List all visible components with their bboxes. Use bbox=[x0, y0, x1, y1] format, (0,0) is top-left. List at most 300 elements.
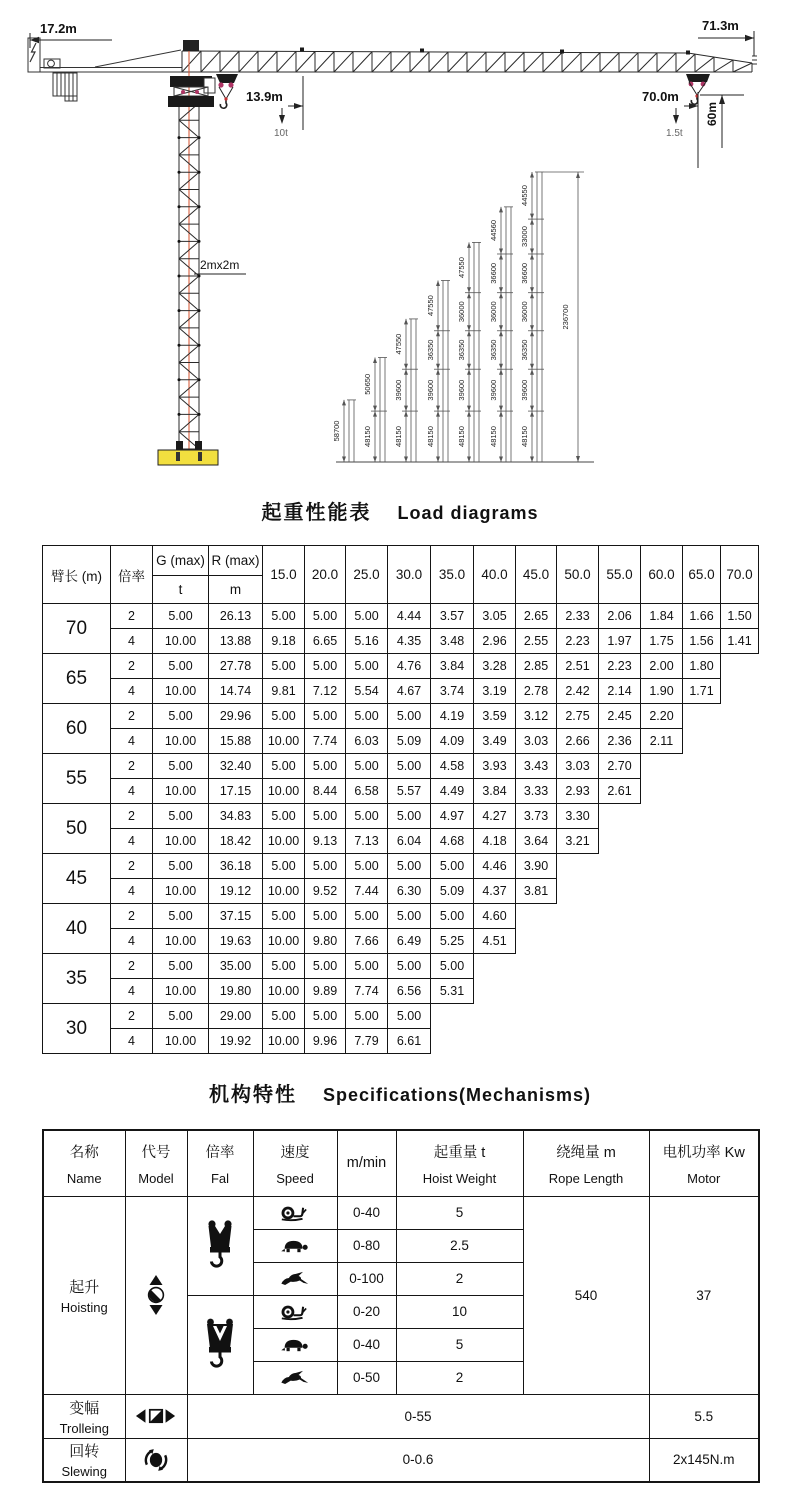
chart-segment-label: 47550 bbox=[394, 333, 403, 355]
speed-range-cell: 0-20 bbox=[337, 1295, 396, 1328]
mech-header-motor bbox=[649, 1130, 759, 1196]
mech-header-mmin bbox=[337, 1130, 396, 1196]
trolley-arrows-icon bbox=[126, 1407, 187, 1425]
chart-segment-label: 58700 bbox=[332, 420, 341, 442]
load-value-cell: 5.00 bbox=[346, 654, 388, 679]
load-value-cell: 5.00 bbox=[263, 854, 305, 879]
load-table-title bbox=[0, 496, 800, 525]
load-value-cell: 4.68 bbox=[431, 829, 474, 854]
crane-drawing-svg bbox=[0, 0, 800, 490]
gmax-cell: 10.00 bbox=[153, 779, 209, 804]
load-value-cell: 7.79 bbox=[346, 1029, 388, 1054]
header-radius: 60.0 bbox=[641, 546, 683, 604]
hoist-weight-cell: 2 bbox=[396, 1361, 523, 1394]
header-zh: 起重量 t bbox=[433, 1144, 486, 1161]
header-fal: 倍率 bbox=[111, 546, 153, 604]
load-value-cell: 5.09 bbox=[388, 729, 431, 754]
load-value-cell: 4.49 bbox=[431, 779, 474, 804]
dimension-arrows bbox=[30, 35, 754, 124]
boom-length-cell: 65 bbox=[43, 654, 111, 704]
load-value-cell: 2.23 bbox=[599, 654, 641, 679]
load-header-row bbox=[43, 546, 759, 576]
load-value-cell: 3.48 bbox=[431, 629, 474, 654]
fal-cell: 4 bbox=[111, 979, 153, 1004]
load-value-cell: 5.00 bbox=[263, 804, 305, 829]
load-value-cell: 2.06 bbox=[599, 604, 641, 629]
slewing-zh: 回转 bbox=[69, 1443, 100, 1461]
chart-column bbox=[332, 400, 356, 462]
header-radius: 65.0 bbox=[683, 546, 721, 604]
load-value-cell: 9.96 bbox=[305, 1029, 346, 1054]
load-value-cell: 5.09 bbox=[431, 879, 474, 904]
counter-jib bbox=[28, 38, 182, 101]
rmax-cell: 19.63 bbox=[209, 929, 263, 954]
fal-2-cell bbox=[187, 1196, 253, 1295]
load-value-cell: 9.52 bbox=[305, 879, 346, 904]
header-en: Model bbox=[138, 1170, 174, 1186]
rotation-icon bbox=[126, 1446, 187, 1474]
load-value-cell: 4.58 bbox=[431, 754, 474, 779]
chart-segment-label: 36600 bbox=[520, 262, 529, 284]
chart-segment-label: 36000 bbox=[457, 301, 466, 323]
load-table-row bbox=[43, 1004, 759, 1029]
chart-segment-label: 44560 bbox=[489, 219, 498, 241]
gmax-cell: 10.00 bbox=[153, 679, 209, 704]
chart-segment-label: 36000 bbox=[489, 301, 498, 323]
load-table-row bbox=[43, 729, 759, 754]
four-fall-pulley-icon bbox=[188, 1317, 253, 1373]
mech-title-en: Specifications(Mechanisms) bbox=[322, 1085, 592, 1105]
load-value-cell: 10.00 bbox=[263, 779, 305, 804]
speed-range-cell: 0-40 bbox=[337, 1328, 396, 1361]
load-value-cell: 5.00 bbox=[388, 904, 431, 929]
load-value-cell: 5.00 bbox=[263, 1004, 305, 1029]
load-value-cell: 5.00 bbox=[305, 654, 346, 679]
chart-segment-label: 36350 bbox=[426, 339, 435, 361]
load-value-cell: 4.46 bbox=[474, 854, 516, 879]
chart-total-label: 236700 bbox=[561, 304, 570, 330]
hoist-speed-row bbox=[43, 1196, 759, 1229]
boom-length-cell: 30 bbox=[43, 1004, 111, 1054]
chart-segment-label: 36350 bbox=[489, 339, 498, 361]
load-value-cell: 3.19 bbox=[474, 679, 516, 704]
rope-length-cell: 540 bbox=[523, 1196, 649, 1394]
load-value-cell: 9.13 bbox=[305, 829, 346, 854]
load-value-cell: 2.65 bbox=[516, 604, 557, 629]
load-value-cell: 1.80 bbox=[683, 654, 721, 679]
load-value-cell: 4.27 bbox=[474, 804, 516, 829]
load-value-cell: 2.45 bbox=[599, 704, 641, 729]
fal-cell: 4 bbox=[111, 1029, 153, 1054]
load-value-cell: 3.84 bbox=[431, 654, 474, 679]
load-value-cell: 7.12 bbox=[305, 679, 346, 704]
load-value-cell: 10.00 bbox=[263, 829, 305, 854]
load-value-cell: 5.00 bbox=[305, 904, 346, 929]
load-value-cell: 9.81 bbox=[263, 679, 305, 704]
gmax-cell: 10.00 bbox=[153, 829, 209, 854]
load-value-cell: 6.58 bbox=[346, 779, 388, 804]
crane-technical-drawing bbox=[0, 0, 800, 490]
load-value-cell: 1.90 bbox=[641, 679, 683, 704]
load-table-row bbox=[43, 654, 759, 679]
rmax-cell: 19.12 bbox=[209, 879, 263, 904]
hoisting-name-cell bbox=[43, 1196, 125, 1394]
load-value-cell: 4.67 bbox=[388, 679, 431, 704]
gmax-cell: 10.00 bbox=[153, 1029, 209, 1054]
load-value-cell: 5.00 bbox=[388, 854, 431, 879]
fal-cell: 4 bbox=[111, 679, 153, 704]
load-value-cell: 5.00 bbox=[346, 604, 388, 629]
load-value-cell: 5.00 bbox=[388, 1004, 431, 1029]
load-value-cell: 2.23 bbox=[557, 629, 599, 654]
header-zh: 速度 bbox=[280, 1144, 310, 1161]
load-value-cell: 7.74 bbox=[305, 729, 346, 754]
mech-header-model bbox=[125, 1130, 187, 1196]
load-value-cell: 5.00 bbox=[346, 804, 388, 829]
rmax-cell: 36.18 bbox=[209, 854, 263, 879]
fal-cell: 2 bbox=[111, 604, 153, 629]
fal-cell: 2 bbox=[111, 754, 153, 779]
speed-icon-cell bbox=[253, 1229, 337, 1262]
load-value-cell: 3.21 bbox=[557, 829, 599, 854]
load-value-cell: 1.66 bbox=[683, 604, 721, 629]
load-value-cell: 5.00 bbox=[263, 704, 305, 729]
load-value-cell: 3.59 bbox=[474, 704, 516, 729]
load-value-cell: 4.60 bbox=[474, 904, 516, 929]
jib-total-label: 71.3m bbox=[702, 18, 739, 33]
load-value-cell: 5.00 bbox=[346, 704, 388, 729]
load-value-cell: 9.80 bbox=[305, 929, 346, 954]
fal-cell: 4 bbox=[111, 729, 153, 754]
load-value-cell: 3.57 bbox=[431, 604, 474, 629]
fal-cell: 4 bbox=[111, 829, 153, 854]
chart-segment-label: 50650 bbox=[363, 373, 372, 395]
load-value-cell: 5.54 bbox=[346, 679, 388, 704]
load-value-cell: 5.00 bbox=[388, 754, 431, 779]
boom-length-cell: 55 bbox=[43, 754, 111, 804]
gmax-cell: 5.00 bbox=[153, 704, 209, 729]
fal-cell: 2 bbox=[111, 704, 153, 729]
header-en: Fal bbox=[210, 1170, 230, 1186]
gmax-cell: 5.00 bbox=[153, 754, 209, 779]
rmax-cell: 13.88 bbox=[209, 629, 263, 654]
load-value-cell: 5.00 bbox=[431, 904, 474, 929]
boom-length-cell: 45 bbox=[43, 854, 111, 904]
counter-jib-length-label: 17.2m bbox=[40, 21, 77, 36]
load-value-cell: 2.75 bbox=[557, 704, 599, 729]
load-title-en: Load diagrams bbox=[397, 503, 539, 523]
load-value-cell: 5.57 bbox=[388, 779, 431, 804]
header-radius: 40.0 bbox=[474, 546, 516, 604]
load-table-row bbox=[43, 904, 759, 929]
hoist-weight-cell: 5 bbox=[396, 1328, 523, 1361]
speed-range-cell: 0-80 bbox=[337, 1229, 396, 1262]
fal-cell: 2 bbox=[111, 804, 153, 829]
header-radius: 30.0 bbox=[388, 546, 431, 604]
load-table-row bbox=[43, 629, 759, 654]
hoisting-en: Hoisting bbox=[60, 1299, 108, 1315]
rmax-cell: 27.78 bbox=[209, 654, 263, 679]
chart-column bbox=[520, 172, 544, 462]
gmax-cell: 5.00 bbox=[153, 1004, 209, 1029]
load-table-row bbox=[43, 854, 759, 879]
header-radius: 55.0 bbox=[599, 546, 641, 604]
load-value-cell: 3.64 bbox=[516, 829, 557, 854]
rmax-cell: 26.13 bbox=[209, 604, 263, 629]
speed-range-cell: 0-100 bbox=[337, 1262, 396, 1295]
gmax-cell: 5.00 bbox=[153, 954, 209, 979]
mech-title-zh: 机构特性 bbox=[208, 1084, 297, 1106]
chart-segment-label: 36600 bbox=[489, 262, 498, 284]
load-value-cell: 5.00 bbox=[263, 954, 305, 979]
two-fall-pulley-icon bbox=[188, 1219, 253, 1273]
load-value-cell: 2.96 bbox=[474, 629, 516, 654]
load-table-row bbox=[43, 829, 759, 854]
load-value-cell: 7.13 bbox=[346, 829, 388, 854]
load-value-cell: 4.51 bbox=[474, 929, 516, 954]
header-en: Speed bbox=[276, 1170, 314, 1186]
load-value-cell: 4.18 bbox=[474, 829, 516, 854]
counterweight-block bbox=[53, 73, 77, 101]
load-value-cell: 3.05 bbox=[474, 604, 516, 629]
gmax-cell: 10.00 bbox=[153, 729, 209, 754]
fal-cell: 2 bbox=[111, 1004, 153, 1029]
fal-cell: 4 bbox=[111, 629, 153, 654]
load-value-cell: 5.00 bbox=[263, 654, 305, 679]
header-gmax: G (max) bbox=[153, 546, 209, 576]
load-value-cell: 3.49 bbox=[474, 729, 516, 754]
trolleing-en: Trolleing bbox=[59, 1420, 109, 1436]
load-value-cell: 4.09 bbox=[431, 729, 474, 754]
gmax-cell: 10.00 bbox=[153, 929, 209, 954]
load-value-cell: 2.42 bbox=[557, 679, 599, 704]
load-table-row bbox=[43, 754, 759, 779]
trolleing-motor-cell: 5.5 bbox=[649, 1394, 759, 1438]
chart-segment-label: 39600 bbox=[394, 379, 403, 401]
header-radius: 45.0 bbox=[516, 546, 557, 604]
load-value-cell: 9.89 bbox=[305, 979, 346, 1004]
chart-segment-label: 44550 bbox=[520, 185, 529, 206]
chart-segment-label: 33000 bbox=[520, 226, 529, 247]
chart-segment-label: 36350 bbox=[520, 339, 529, 361]
load-near-label: 10t bbox=[274, 128, 288, 139]
load-table-row bbox=[43, 604, 759, 629]
load-value-cell: 5.00 bbox=[346, 754, 388, 779]
load-value-cell: 2.14 bbox=[599, 679, 641, 704]
boom-length-cell: 35 bbox=[43, 954, 111, 1004]
slewing-en: Slewing bbox=[61, 1464, 108, 1480]
load-table bbox=[42, 545, 759, 1054]
slewing-speed-cell: 0-0.6 bbox=[187, 1438, 649, 1482]
rmax-cell: 29.00 bbox=[209, 1004, 263, 1029]
snail-icon bbox=[254, 1302, 337, 1321]
load-value-cell: 1.75 bbox=[641, 629, 683, 654]
hook-updown-icon bbox=[126, 1274, 187, 1316]
jib-truss bbox=[182, 51, 752, 72]
load-value-cell: 6.30 bbox=[388, 879, 431, 904]
load-value-cell: 5.00 bbox=[431, 954, 474, 979]
header-zh: m/min bbox=[346, 1155, 387, 1172]
load-table-body bbox=[43, 546, 759, 1054]
gmax-cell: 5.00 bbox=[153, 854, 209, 879]
load-value-cell: 4.44 bbox=[388, 604, 431, 629]
load-value-cell: 5.00 bbox=[305, 704, 346, 729]
load-value-cell: 1.56 bbox=[683, 629, 721, 654]
load-table-row bbox=[43, 679, 759, 704]
load-value-cell: 5.31 bbox=[431, 979, 474, 1004]
trolleing-speed-cell: 0-55 bbox=[187, 1394, 649, 1438]
header-zh: 代号 bbox=[141, 1144, 171, 1161]
header-radius: 70.0 bbox=[721, 546, 759, 604]
snail-icon bbox=[254, 1203, 337, 1222]
hoist-motor-cell: 37 bbox=[649, 1196, 759, 1394]
load-value-cell: 1.97 bbox=[599, 629, 641, 654]
hoist-weight-cell: 5 bbox=[396, 1196, 523, 1229]
header-en: Motor bbox=[687, 1170, 721, 1186]
load-value-cell: 5.16 bbox=[346, 629, 388, 654]
load-table-row bbox=[43, 979, 759, 1004]
jib-tie-points bbox=[300, 48, 690, 55]
chart-column bbox=[426, 280, 450, 462]
load-value-cell: 6.49 bbox=[388, 929, 431, 954]
load-value-cell: 3.30 bbox=[557, 804, 599, 829]
rmax-cell: 37.15 bbox=[209, 904, 263, 929]
load-value-cell: 9.18 bbox=[263, 629, 305, 654]
chart-segment-label: 47550 bbox=[457, 257, 466, 278]
load-value-cell: 5.25 bbox=[431, 929, 474, 954]
load-value-cell: 6.61 bbox=[388, 1029, 431, 1054]
load-value-cell: 7.74 bbox=[346, 979, 388, 1004]
rmax-cell: 14.74 bbox=[209, 679, 263, 704]
chart-column bbox=[457, 242, 481, 462]
load-value-cell: 6.04 bbox=[388, 829, 431, 854]
rmax-cell: 34.83 bbox=[209, 804, 263, 829]
load-value-cell: 5.00 bbox=[388, 804, 431, 829]
rmax-cell: 32.40 bbox=[209, 754, 263, 779]
fal-cell: 2 bbox=[111, 654, 153, 679]
load-value-cell: 5.00 bbox=[346, 904, 388, 929]
rmax-cell: 29.96 bbox=[209, 704, 263, 729]
mech-header-hoist-weight bbox=[396, 1130, 523, 1196]
load-value-cell: 4.97 bbox=[431, 804, 474, 829]
gmax-cell: 5.00 bbox=[153, 904, 209, 929]
load-value-cell: 3.84 bbox=[474, 779, 516, 804]
load-value-cell: 2.33 bbox=[557, 604, 599, 629]
chart-segment-label: 48150 bbox=[520, 426, 529, 447]
load-value-cell: 5.00 bbox=[305, 604, 346, 629]
load-value-cell: 2.93 bbox=[557, 779, 599, 804]
rmax-cell: 18.42 bbox=[209, 829, 263, 854]
trolleing-model-cell bbox=[125, 1394, 187, 1438]
hare-icon bbox=[254, 1368, 337, 1387]
speed-icon-cell bbox=[253, 1328, 337, 1361]
mechanisms-table bbox=[42, 1129, 760, 1483]
gmax-cell: 5.00 bbox=[153, 804, 209, 829]
mech-header-fal bbox=[187, 1130, 253, 1196]
load-value-cell: 5.00 bbox=[388, 954, 431, 979]
load-value-cell: 1.41 bbox=[721, 629, 759, 654]
load-value-cell: 3.03 bbox=[557, 754, 599, 779]
mech-header-rope-length bbox=[523, 1130, 649, 1196]
chart-column bbox=[489, 207, 513, 462]
header-radius: 25.0 bbox=[346, 546, 388, 604]
load-value-cell: 4.35 bbox=[388, 629, 431, 654]
load-value-cell: 2.36 bbox=[599, 729, 641, 754]
mech-header-row bbox=[43, 1130, 759, 1196]
turtle-icon bbox=[254, 1236, 337, 1255]
load-value-cell: 2.55 bbox=[516, 629, 557, 654]
load-value-cell: 3.03 bbox=[516, 729, 557, 754]
speed-icon-cell bbox=[253, 1196, 337, 1229]
load-value-cell: 5.00 bbox=[263, 754, 305, 779]
height-label: 60m bbox=[705, 101, 719, 126]
load-value-cell: 2.00 bbox=[641, 654, 683, 679]
load-table-row bbox=[43, 879, 759, 904]
slewing-row bbox=[43, 1438, 759, 1482]
jib-tip bbox=[752, 56, 757, 64]
speed-range-cell: 0-50 bbox=[337, 1361, 396, 1394]
slewing-motor-cell: 2x145N.m bbox=[649, 1438, 759, 1482]
load-value-cell: 10.00 bbox=[263, 729, 305, 754]
hoist-weight-cell: 10 bbox=[396, 1295, 523, 1328]
hoist-weight-cell: 2.5 bbox=[396, 1229, 523, 1262]
header-rmax-unit: m bbox=[209, 576, 263, 604]
load-value-cell: 2.85 bbox=[516, 654, 557, 679]
chart-segment-label: 47550 bbox=[426, 295, 435, 317]
load-value-cell: 6.56 bbox=[388, 979, 431, 1004]
load-value-cell: 3.73 bbox=[516, 804, 557, 829]
load-value-cell: 3.93 bbox=[474, 754, 516, 779]
header-radius: 20.0 bbox=[305, 546, 346, 604]
load-value-cell: 6.03 bbox=[346, 729, 388, 754]
load-value-cell: 3.43 bbox=[516, 754, 557, 779]
trolleing-zh: 变幅 bbox=[69, 1399, 100, 1417]
gmax-cell: 5.00 bbox=[153, 604, 209, 629]
rmax-cell: 19.80 bbox=[209, 979, 263, 1004]
load-value-cell: 5.00 bbox=[305, 1004, 346, 1029]
trolleing-row bbox=[43, 1394, 759, 1438]
load-value-cell: 3.33 bbox=[516, 779, 557, 804]
rmax-cell: 19.92 bbox=[209, 1029, 263, 1054]
fal-cell: 4 bbox=[111, 879, 153, 904]
slewing-name-cell bbox=[43, 1438, 125, 1482]
slewing-model-cell bbox=[125, 1438, 187, 1482]
load-value-cell: 5.00 bbox=[346, 854, 388, 879]
load-value-cell: 2.66 bbox=[557, 729, 599, 754]
load-table-row bbox=[43, 804, 759, 829]
speed-range-cell: 0-40 bbox=[337, 1196, 396, 1229]
header-radius: 15.0 bbox=[263, 546, 305, 604]
load-value-cell: 10.00 bbox=[263, 1029, 305, 1054]
radius-far-label: 70.0m bbox=[642, 89, 679, 104]
load-value-cell: 10.00 bbox=[263, 879, 305, 904]
chart-segment-label: 36000 bbox=[520, 301, 529, 323]
chart-column bbox=[394, 319, 418, 462]
load-value-cell: 4.37 bbox=[474, 879, 516, 904]
load-value-cell: 1.84 bbox=[641, 604, 683, 629]
load-value-cell: 5.00 bbox=[305, 854, 346, 879]
turtle-icon bbox=[254, 1335, 337, 1354]
load-value-cell: 4.76 bbox=[388, 654, 431, 679]
boom-length-cell: 60 bbox=[43, 704, 111, 754]
hoist-weight-cell: 2 bbox=[396, 1262, 523, 1295]
header-radius: 50.0 bbox=[557, 546, 599, 604]
header-rmax: R (max) bbox=[209, 546, 263, 576]
load-table-row bbox=[43, 929, 759, 954]
trolley-hook-near bbox=[216, 74, 238, 108]
load-value-cell: 8.44 bbox=[305, 779, 346, 804]
winch-drum bbox=[48, 60, 55, 67]
